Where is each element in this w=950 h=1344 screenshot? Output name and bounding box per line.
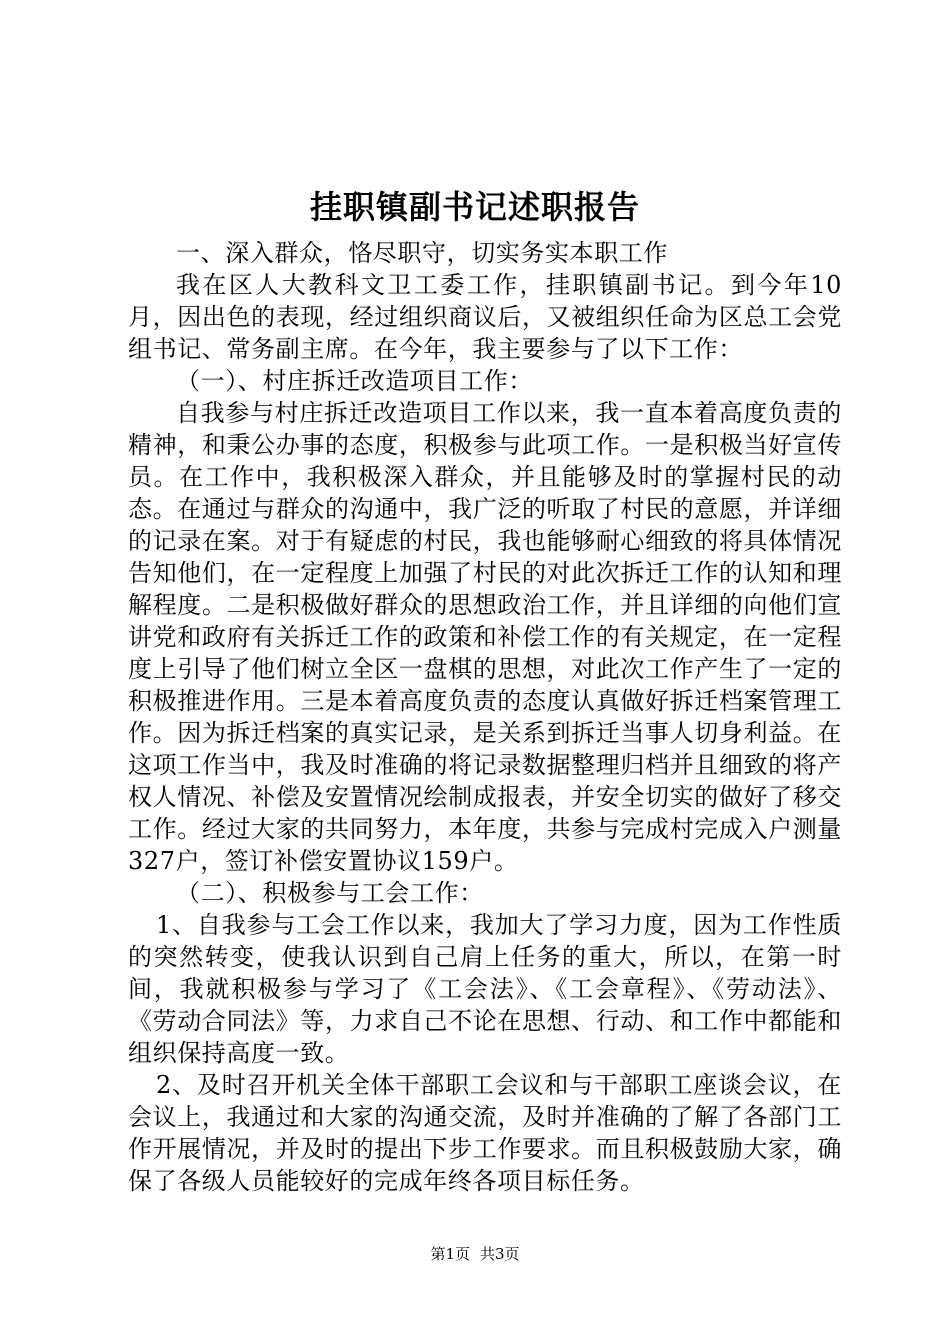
- paragraph-demolition: 自我参与村庄拆迁改造项目工作以来，我一直本着高度负责的精神，和秉公办事的态度，积极参与此项工作。一是积极当好宣传员。在工作中，我积极深入群众，并且能够及时的掌握村民的动态。在通过与群众的沟通中，我广泛的听取了村民的意愿，并详细的记录在案。对于有疑虑的村民，我也能够耐心细致的将具体情况告知他们，在一定程度上加强了村民的对此次拆迁工作的认知和理解程度。二是积极做好群众的思想政治工作，并且详细的向他们宣讲党和政府有关拆迁工作的政策和补偿工作的有关规定，在一定程度上引导了他们树立全区一盘棋的思想，对此次工作产生了一定的积极推进作用。三是本着高度负责的态度认真做好拆迁档案管理工作。因为拆迁档案的真实记录，是关系到拆迁当事人切身利益。在这项工作当中，我及时准确的将记录数据整理归档并且细致的将产权人情况、补偿及安置情况绘制成报表，并安全切实的做好了移交工作。经过大家的共同努力，本年度，共参与完成村完成入户测量327户，签订补偿安置协议159户。: [128, 399, 842, 875]
- document-body: [128, 237, 842, 1197]
- subsection-heading-2: （二）、积极参与工会工作：: [176, 879, 484, 907]
- paragraph-intro: 我在区人大教科文卫工委工作，挂职镇副书记。到今年10月，因出色的表现，经过组织商议后，又被组织任命为区总工会党组书记、常务副主席。在今年，我主要参与了以下工作：: [128, 271, 842, 363]
- page-number: 第1页: [430, 1245, 470, 1263]
- page-footer: [0, 1244, 950, 1264]
- paragraph-union-meetings: 2、及时召开机关全体干部职工会议和与干部职工座谈会议，在会议上，我通过和大家的沟通交流，及时并准确的了解了各部门工作开展情况，并及时的提出下步工作要求。而且积极鼓励大家，确保了各级人员能较好的完成年终各项目标任务。: [128, 1071, 842, 1195]
- document-title: 挂职镇副书记述职报告: [309, 188, 640, 226]
- section-heading-1: 一、深入群众，恪尽职守，切实务实本职工作: [176, 239, 668, 267]
- paragraph-union-study: 1、自我参与工会工作以来，我加大了学习力度，因为工作性质的突然转变，使我认识到自己肩上任务的重大，所以，在第一时间，我就积极参与学习了《工会法》、《工会章程》、《劳动法》、《劳动合同法》等，力求自己不论在思想、行动、和工作中都能和组织保持高度一致。: [128, 911, 842, 1067]
- page-total: 共3页: [480, 1245, 520, 1263]
- subsection-heading-1: （一）、村庄拆迁改造项目工作：: [176, 367, 533, 395]
